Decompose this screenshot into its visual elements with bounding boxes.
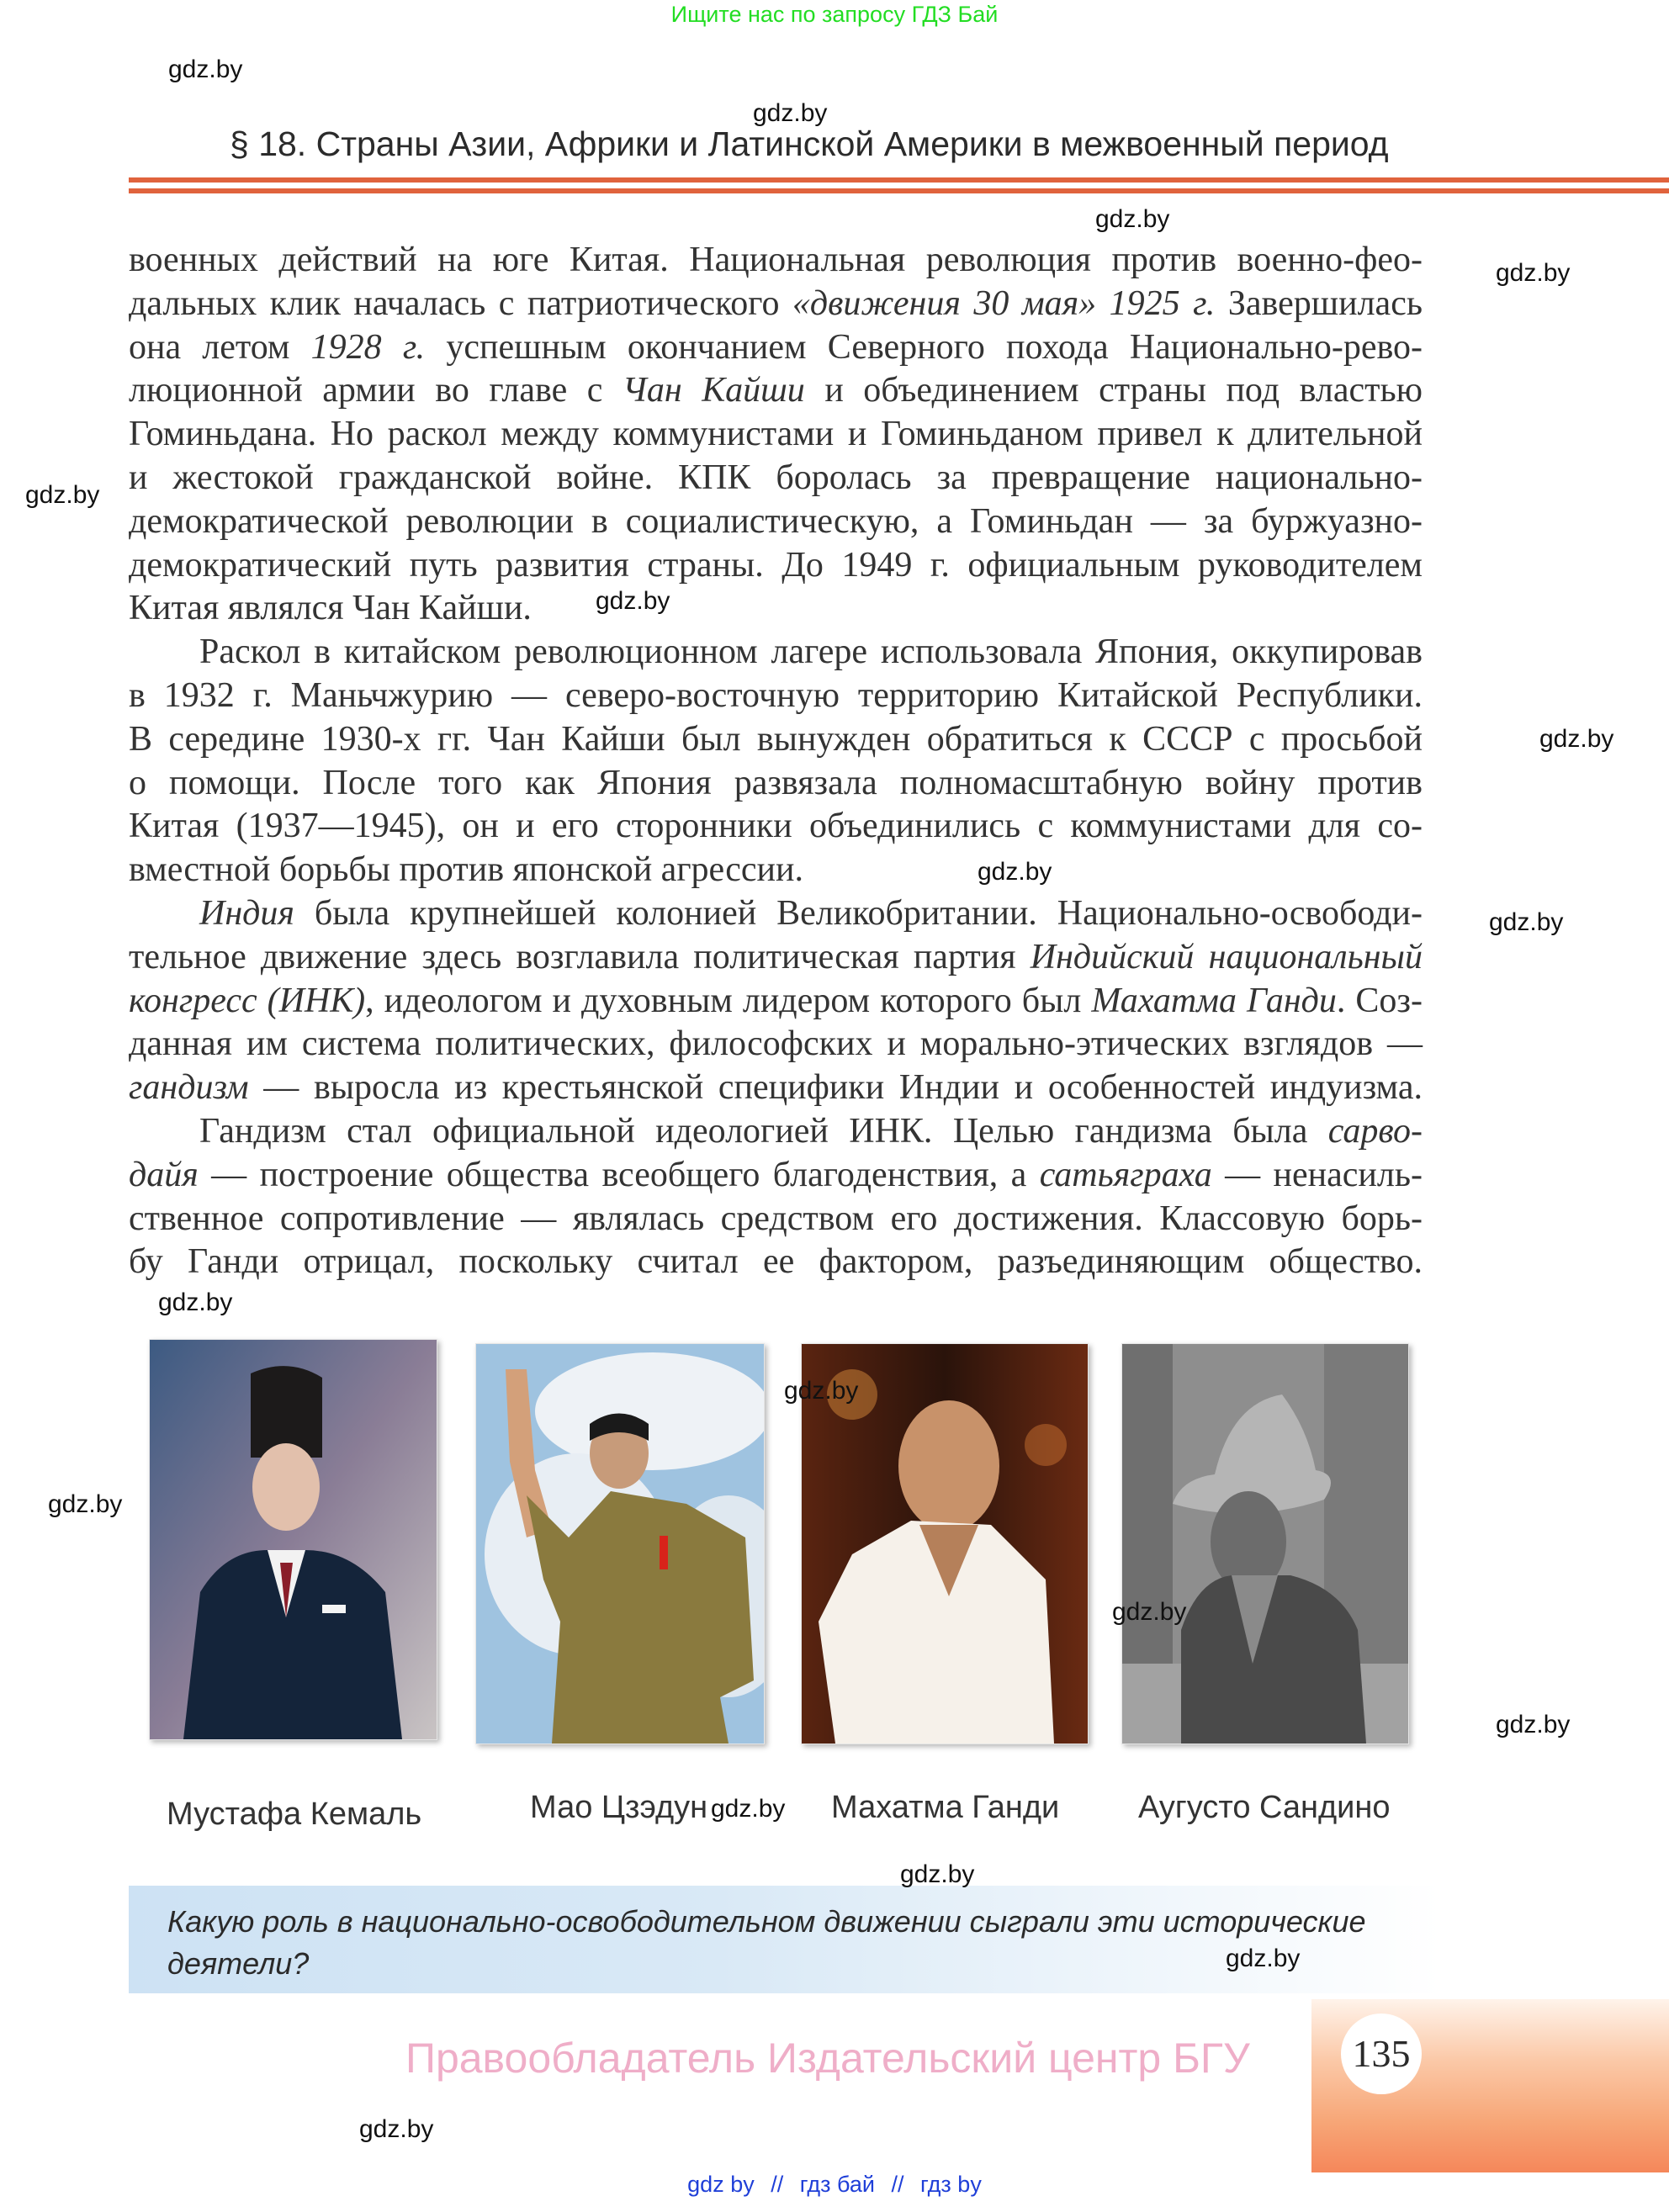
body-line <box>129 587 1423 631</box>
text-run: В середине 1930-х гг. Чан Кайши был вынужден обратиться к СССР с просьбой <box>129 719 1423 759</box>
body-line <box>129 762 1423 806</box>
caption-kemal: Мустафа Кемаль <box>167 1797 422 1832</box>
text-run: Китая (1937—1945), он и его сторонники объединились с коммунистами для со- <box>129 807 1423 846</box>
text-run: была крупнейшей колонией Великобритании. Национально-освободи- <box>294 893 1423 933</box>
text-run: ственное сопротивление — являлась средством его достижения. Классовую борь- <box>129 1199 1423 1238</box>
body-line <box>129 718 1423 762</box>
emphasis-term: сарво- <box>1327 1111 1423 1151</box>
text-run: тельное движение здесь возглавила политическая партия <box>129 937 1031 976</box>
text-run: Раскол в китайском революционном лагере использовала Япония, оккупировав <box>199 632 1423 672</box>
body-line <box>129 980 1423 1024</box>
watermark: gdz.by <box>359 2115 434 2143</box>
watermark: gdz.by <box>1496 259 1571 287</box>
emphasis-term: Индийский национальный <box>1030 937 1423 976</box>
emphasis-term: «движения 30 мая» 1925 г. <box>792 283 1216 323</box>
text-run: Китая являлся Чан Кайши. <box>129 589 532 628</box>
text-run: бу Ганди отрицал, поскольку считал ее фактором, разъединяющим общество. <box>129 1242 1423 1282</box>
text-run: она летом <box>129 327 311 367</box>
caption-sandino: Аугусто Сандино <box>1138 1790 1391 1825</box>
watermark: gdz.by <box>711 1795 786 1823</box>
watermark: gdz.by <box>784 1377 859 1405</box>
body-line <box>129 631 1423 675</box>
body-line <box>129 1110 1423 1154</box>
header-rule-bottom <box>129 188 1669 193</box>
watermark: gdz.by <box>1496 1711 1571 1738</box>
text-run: . Соз- <box>1336 981 1423 1020</box>
emphasis-term: 1928 г. <box>310 327 426 367</box>
body-line <box>129 1066 1423 1110</box>
body-line <box>129 544 1423 588</box>
text-run: — ненасиль- <box>1211 1155 1423 1194</box>
watermark: gdz.by <box>1489 908 1564 936</box>
text-run: военных действий на юге Китая. Национальная революция против военно-фео- <box>129 241 1423 279</box>
body-line <box>129 1023 1423 1066</box>
emphasis-term: конгресс (ИНК) <box>129 981 366 1020</box>
body-line <box>129 283 1423 326</box>
emphasis-term: сатьяграха <box>1039 1155 1212 1194</box>
body-line <box>129 1198 1423 1241</box>
body-line <box>129 849 1423 892</box>
section-heading: § 18. Страны Азии, Африки и Латинской Америки в межвоенный период <box>230 124 1389 163</box>
watermark: gdz.by <box>900 1860 975 1888</box>
body-line <box>129 805 1423 849</box>
watermark: gdz.by <box>1226 1945 1301 1972</box>
watermark: gdz.by <box>978 858 1052 886</box>
photo-sandino <box>1121 1343 1409 1744</box>
page-number-tab <box>1311 1999 1669 2172</box>
question-box <box>129 1886 1441 1993</box>
text-run: Гоминьдана. Но раскол между коммунистами и Гоминьданом привел к длительной <box>129 415 1423 454</box>
footer-links <box>0 2172 1669 2198</box>
body-line <box>129 457 1423 500</box>
body-line <box>129 369 1423 413</box>
footer-separator: // <box>771 2172 784 2197</box>
portrait-sandino-image <box>1122 1344 1408 1744</box>
text-run: вместной борьбы против японской агрессии. <box>129 850 803 890</box>
search-banner: Ищите нас по запросу ГДЗ Бай <box>670 2 999 27</box>
footer-link-gdz-bai[interactable]: гдз бай <box>799 2172 875 2197</box>
watermark: gdz.by <box>48 1490 123 1518</box>
text-run: демократический путь развития страны. До 1949 г. официальным руководителем <box>129 545 1423 585</box>
emphasis-term: Чан Кайши <box>622 371 805 410</box>
photo-kemal <box>149 1339 437 1740</box>
text-run: люционной армии во главе с <box>129 371 623 410</box>
page-number: 135 <box>1341 2014 1422 2094</box>
text-run: данная им система политических, философских и морально-этических взглядов — <box>129 1024 1423 1064</box>
text-run: Завершилась <box>1215 283 1423 323</box>
watermark: gdz.by <box>753 99 828 127</box>
text-run: Гандизм стал официальной идеологией ИНК. Целью гандизма была <box>199 1111 1328 1151</box>
watermark: gdz.by <box>25 481 100 509</box>
text-run: успешным окончанием Северного похода Национально-рево- <box>425 327 1423 367</box>
caption-mao: Мао Цзэдун <box>530 1790 708 1825</box>
text-run: и жестокой гражданской войне. КПК боролась за превращение национально- <box>129 458 1423 497</box>
body-line <box>129 1154 1423 1198</box>
caption-gandhi: Махатма Ганди <box>831 1790 1060 1825</box>
portrait-mao-image <box>476 1344 764 1744</box>
emphasis-term: Махатма Ганди <box>1091 981 1337 1020</box>
emphasis-term: Индия <box>199 893 294 933</box>
footer-link-gdz-by-cyr[interactable]: гдз by <box>920 2172 982 2197</box>
portrait-kemal-image <box>150 1340 437 1739</box>
text-run: — построение общества всеобщего благоденствия, а <box>198 1155 1040 1194</box>
watermark: gdz.by <box>1539 725 1614 753</box>
text-run: и объединением страны под властью <box>804 371 1423 410</box>
text-run: — выросла из крестьянской специфики Индии и особенностей индуизма. <box>248 1068 1423 1108</box>
copyright-notice: Правообладатель Издательский центр БГУ <box>405 2035 1250 2082</box>
body-line <box>129 936 1423 980</box>
text-run: демократической революции в социалистическую, а Гоминьдан — за буржуазно- <box>129 501 1423 541</box>
text-run: в 1932 г. Маньчжурию — северо-восточную территорию Китайской Республики. <box>129 675 1423 715</box>
body-line <box>129 500 1423 544</box>
body-line <box>129 239 1423 283</box>
emphasis-term: дайя <box>129 1155 199 1194</box>
question-text: Какую роль в национально-освободительном движении сыграли эти исторические деятели? <box>167 1904 1366 1981</box>
body-line <box>129 675 1423 718</box>
body-line <box>129 326 1423 370</box>
body-line <box>129 413 1423 457</box>
watermark: gdz.by <box>168 56 243 83</box>
body-line <box>129 1241 1423 1284</box>
emphasis-term: гандизм <box>129 1068 249 1108</box>
watermark: gdz.by <box>1112 1598 1187 1626</box>
watermark: gdz.by <box>596 587 670 615</box>
body-line <box>129 892 1423 936</box>
watermark: gdz.by <box>1095 205 1170 233</box>
photo-mao <box>475 1343 765 1744</box>
text-run: , идеологом и духовным лидером которого был <box>365 981 1092 1020</box>
body-text <box>129 239 1423 1284</box>
text-run: дальных клик началась с патриотического <box>129 283 792 323</box>
footer-separator: // <box>891 2172 904 2197</box>
header-rule-top <box>129 177 1669 183</box>
footer-link-gdz-by[interactable]: gdz by <box>687 2172 755 2197</box>
watermark: gdz.by <box>158 1289 233 1316</box>
text-run: о помощи. После того как Япония развязала полномасштабную войну против <box>129 763 1423 802</box>
